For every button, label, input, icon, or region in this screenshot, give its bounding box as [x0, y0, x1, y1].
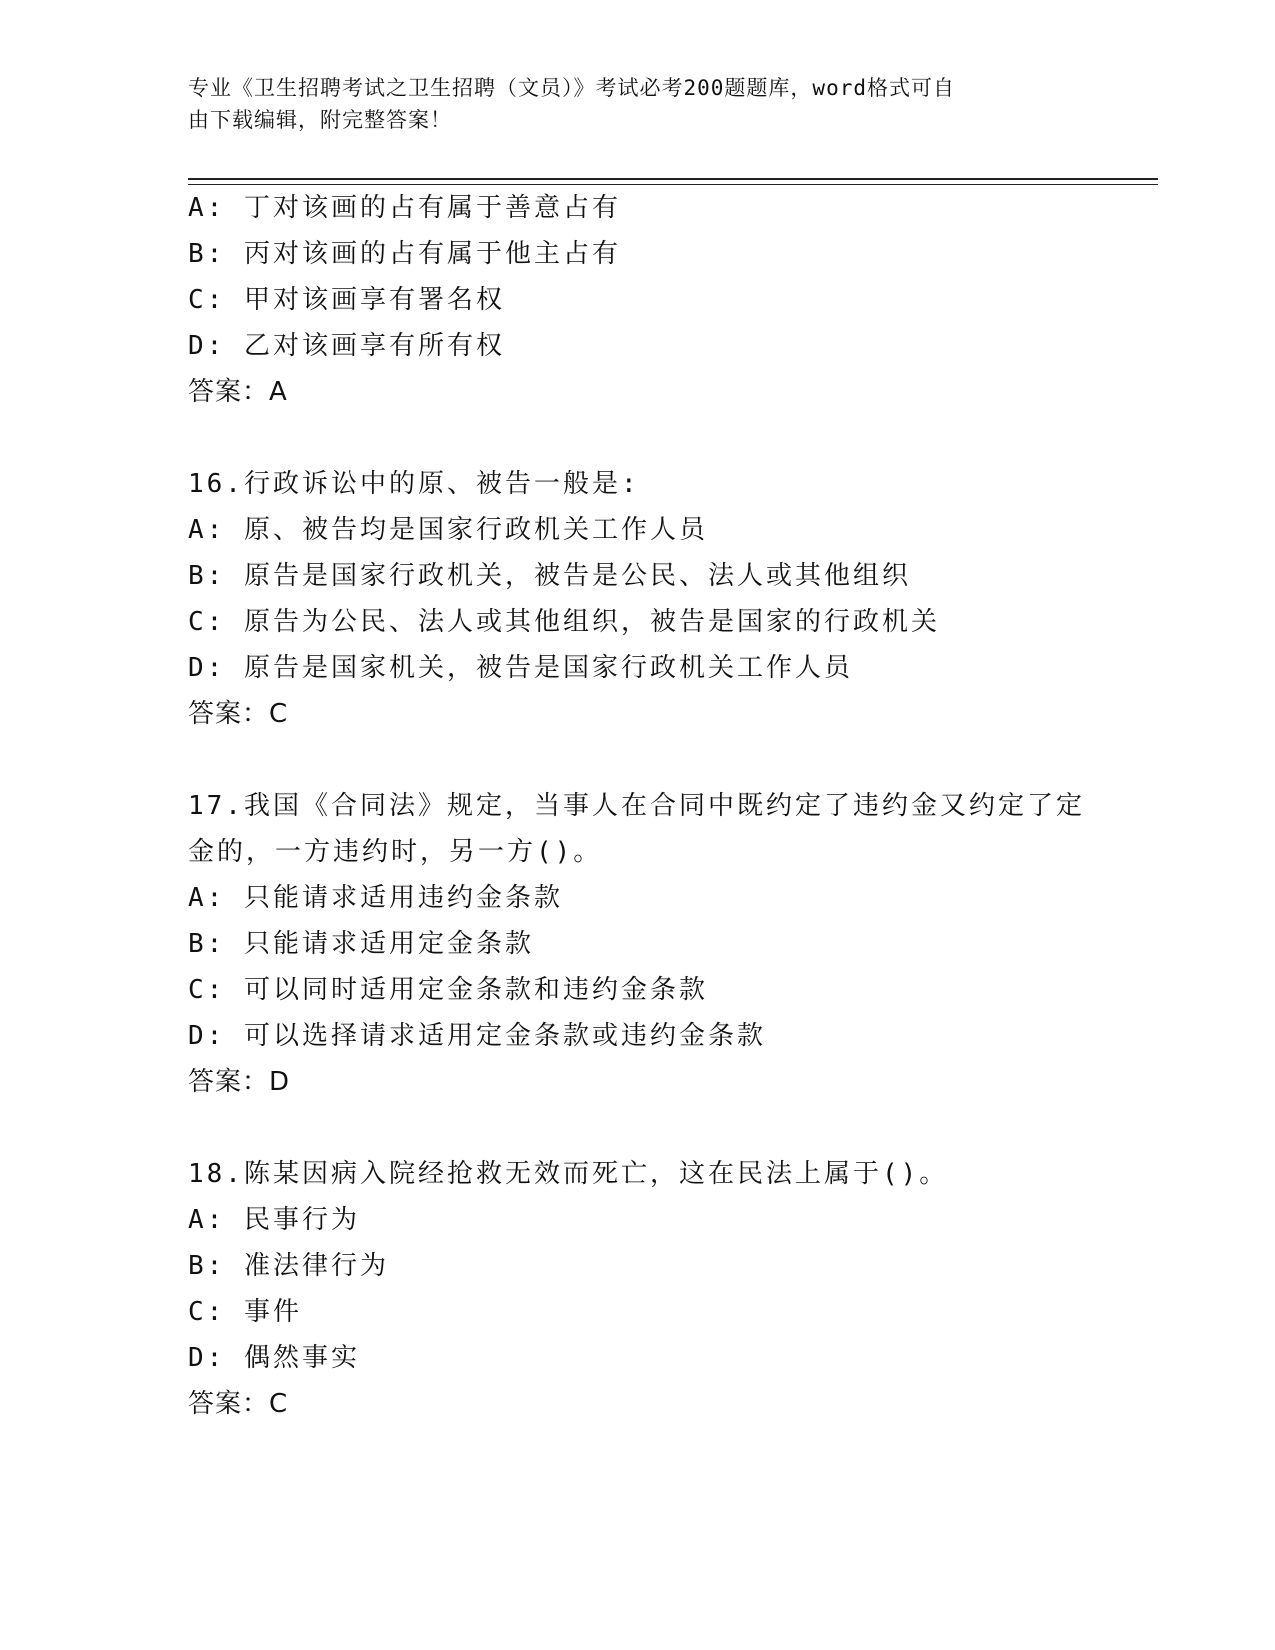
option-b: B: 丙对该画的占有属于他主占有	[188, 239, 621, 269]
option-c: C: 事件	[188, 1297, 302, 1327]
header-line-2: 由下载编辑，附完整答案！	[188, 108, 452, 132]
answer-label: 答案：A	[188, 377, 288, 407]
option-c: C: 可以同时适用定金条款和违约金条款	[188, 975, 708, 1005]
answer-label: 答案：D	[188, 1067, 291, 1097]
option-b: B: 只能请求适用定金条款	[188, 929, 534, 959]
option-d: D: 可以选择请求适用定金条款或违约金条款	[188, 1021, 766, 1051]
question-16-block	[188, 461, 1088, 737]
option-d: D: 乙对该画享有所有权	[188, 331, 505, 361]
question-text: 16.行政诉讼中的原、被告一般是:	[188, 469, 640, 499]
option-a: A: 原、被告均是国家行政机关工作人员	[188, 515, 708, 545]
question-17-block	[188, 783, 1088, 1105]
answer-label: 答案：C	[188, 1389, 289, 1419]
spacer	[188, 737, 1088, 783]
question-15-block	[188, 185, 1088, 415]
option-a: A: 只能请求适用违约金条款	[188, 883, 563, 913]
header-divider-thick	[188, 178, 1158, 180]
option-d: D: 原告是国家机关，被告是国家行政机关工作人员	[188, 653, 853, 683]
option-c: C: 原告为公民、法人或其他组织，被告是国家的行政机关	[188, 607, 940, 637]
spacer	[188, 415, 1088, 461]
option-d: D: 偶然事实	[188, 1343, 360, 1373]
question-text: 18.陈某因病入院经抢救无效而死亡，这在民法上属于()。	[188, 1159, 949, 1189]
spacer	[188, 1105, 1088, 1151]
option-c: C: 甲对该画享有署名权	[188, 285, 505, 315]
option-b: B: 准法律行为	[188, 1251, 389, 1281]
option-a: A: 民事行为	[188, 1205, 360, 1235]
question-text-line-2: 金的，一方违约时，另一方()。	[188, 837, 603, 867]
option-b: B: 原告是国家行政机关，被告是公民、法人或其他组织	[188, 561, 911, 591]
question-text-line-1: 17.我国《合同法》规定，当事人在合同中既约定了违约金又约定了定	[188, 791, 1085, 821]
header-line-1: 专业《卫生招聘考试之卫生招聘（文员）》考试必考200题题库，word格式可自	[188, 76, 955, 100]
question-list	[188, 185, 1088, 1427]
question-18-block	[188, 1151, 1088, 1427]
answer-label: 答案：C	[188, 699, 289, 729]
document-header	[188, 72, 1068, 136]
option-a: A: 丁对该画的占有属于善意占有	[188, 193, 621, 223]
